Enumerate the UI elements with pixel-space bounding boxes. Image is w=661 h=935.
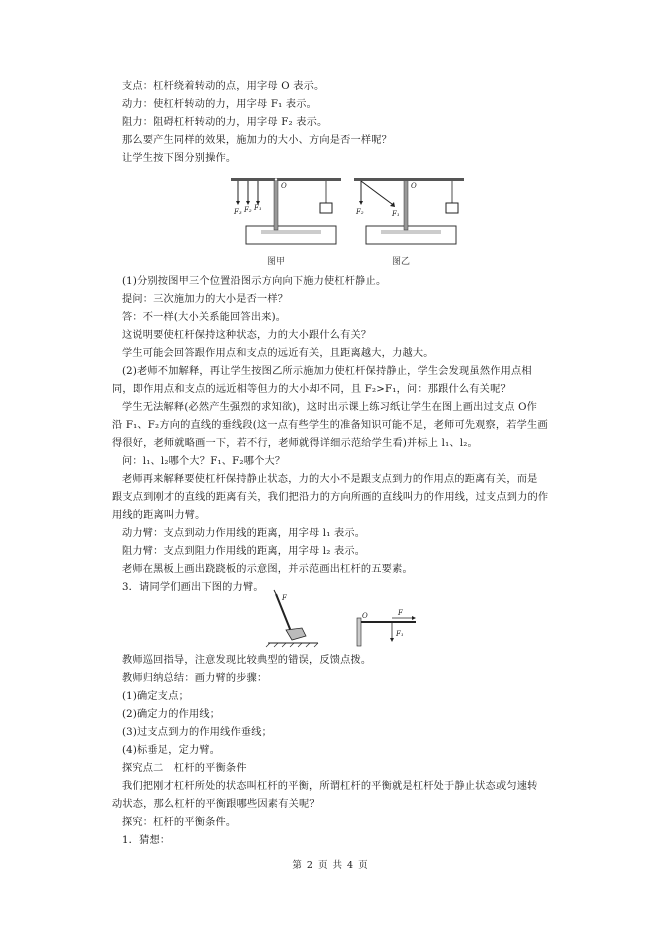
text-line: 得很好，老师就略画一下，若不行，老师就得详细示范给学生看)并标上 l₁、l₂。 — [112, 438, 478, 449]
text-line: 我们把刚才杠杆所处的状态叫杠杆的平衡，所谓杠杆的平衡就是杠杆处于静止状态或匀速转 — [122, 781, 538, 792]
text-line: 教师归纳总结：画力臂的步骤： — [122, 673, 268, 684]
text-line: 让学生按下图分别操作。 — [122, 153, 237, 164]
pivot-label: O — [281, 182, 287, 190]
text-line: 学生可能会回答跟作用点和支点的远近有关，且距离越大，力越大。 — [122, 348, 434, 359]
lever-figure-2 — [262, 588, 422, 650]
force-label-f2: F₂ — [356, 208, 364, 216]
force-label-f1: F₁ — [396, 630, 404, 638]
text-line: 3．请同学们画出下图的力臂。 — [122, 582, 264, 593]
text-line: 学生无法解释(必然产生强烈的求知欲)，这时出示课上练习纸让学生在图上画出过支点 O作 — [122, 402, 538, 413]
text-line: 探究：杠杆的平衡条件。 — [122, 817, 237, 828]
section-heading: 探究点二 杠杆的平衡条件 — [122, 763, 247, 774]
text-line: 跟支点到刚才的直线的距离有关，我们把沿力的方向所画的直线叫力的作用线，过支点到力的作 — [112, 492, 549, 503]
text-line: 阻力：阻碍杠杆转动的力，用字母 F₂ 表示。 — [122, 117, 328, 128]
lever-left — [266, 590, 318, 647]
force-label-f1: F₁ — [254, 204, 262, 212]
text-line: (1)分别按图甲三个位置沿图示方向向下施力使杠杆静止。 — [122, 276, 387, 287]
text-line: 阻力臂：支点到阻力作用线的距离，用字母 l₂ 表示。 — [122, 546, 366, 557]
text-line: (4)标垂足，定力臂。 — [122, 745, 221, 756]
text-line: 动状态，那么杠杆的平衡跟哪些因素有关呢？ — [112, 799, 320, 810]
text-line: 动力：使杠杆转动的力，用字母 F₁ 表示。 — [122, 99, 318, 110]
text-line: 教师巡回指导，注意发现比较典型的错误，反馈点拨。 — [122, 655, 372, 666]
figure-b — [354, 178, 464, 267]
text-line: 这说明要使杠杆保持这种状态，力的大小跟什么有关？ — [122, 330, 372, 341]
force-label-f: F — [282, 594, 287, 602]
force-label-f3: F₃ — [234, 208, 242, 216]
text-line: 老师再来解释要使杠杆保持静止状态，力的大小不是跟支点到力的作用点的距离有关，而是 — [122, 474, 538, 485]
text-line: 动力臂：支点到动力作用线的距离，用字母 l₁ 表示。 — [122, 528, 366, 539]
figure-b-caption: 图乙 — [391, 257, 411, 267]
text-line: 沿 F₁、F₂方向的直线的垂线段(这一点有些学生的准备知识可能不足，老师可先观察，若学生画 — [112, 420, 548, 431]
force-label-f: F — [398, 609, 403, 617]
text-line: 答：不一样(大小关系能回答出来)。 — [122, 312, 287, 323]
text-line: 支点：杠杆绕着转动的点，用字母 O 表示。 — [122, 81, 325, 92]
pivot-label: O — [411, 182, 417, 190]
figure-a-caption: 图甲 — [266, 257, 286, 267]
text-line: 用线的距离叫力臂。 — [112, 510, 206, 521]
text-line: 问：l₁、l₂哪个大？F₁、F₂哪个大？ — [122, 456, 286, 467]
text-line: (3)过支点到力的作用线作垂线； — [122, 727, 273, 738]
text-line: 那么要产生同样的效果，施加力的大小、方向是否一样呢？ — [122, 135, 393, 146]
text-line: (2)确定力的作用线； — [122, 709, 221, 720]
lever-figure-1 — [226, 168, 466, 270]
text-line: 1．猜想： — [122, 835, 171, 846]
force-label-f1: F₁ — [392, 210, 400, 218]
page-footer: 第 2 页 共 4 页 — [292, 860, 369, 871]
text-line: 提问：三次施加力的大小是否一样？ — [122, 294, 289, 305]
figure-a — [231, 178, 341, 267]
text-line: 同，即作用点和支点的远近相等但力的大小却不同，且 F₂>F₁，问：那跟什么有关呢？ — [112, 384, 511, 395]
force-label-f2: F₂ — [244, 206, 252, 214]
pivot-label: O — [362, 612, 368, 620]
text-line: (2)老师不加解释，再让学生按图乙所示施加力使杠杆保持静止，学生会发现虽然作用点相 — [122, 366, 532, 377]
lever-right — [357, 609, 416, 646]
text-line: (1)确定支点； — [122, 691, 189, 702]
text-line: 老师在黑板上画出跷跷板的示意图，并示范画出杠杆的五要素。 — [122, 564, 413, 575]
